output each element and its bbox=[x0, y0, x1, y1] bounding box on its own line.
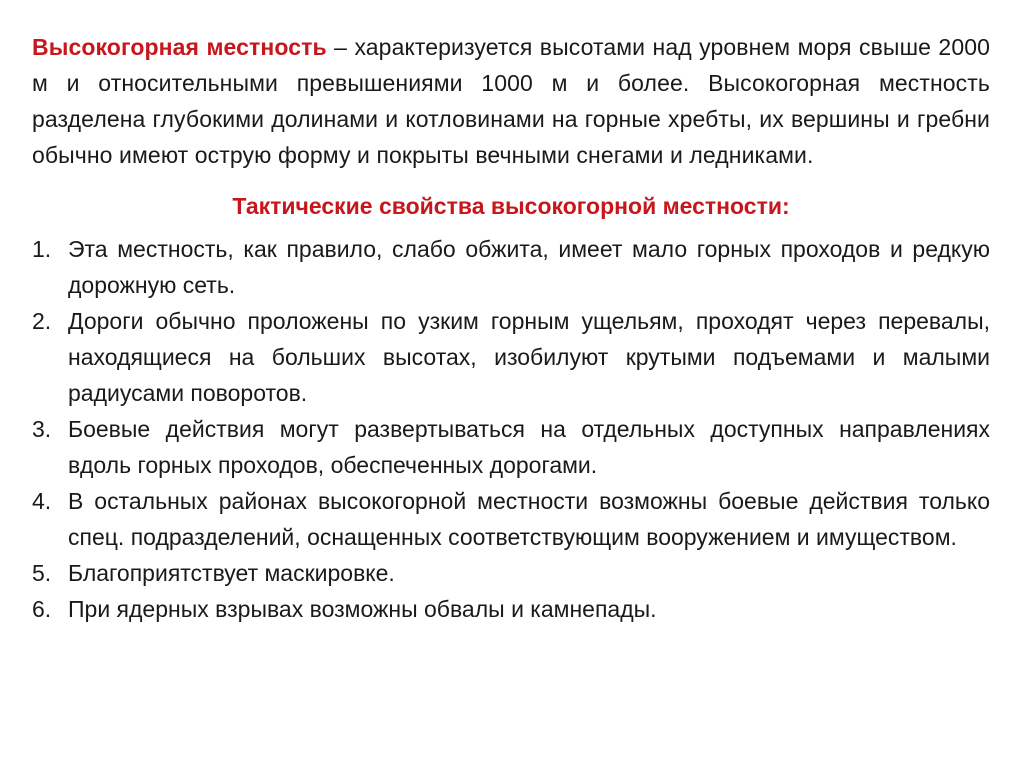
list-item-text: Эта местность, как правило, слабо обжита, имеет мало горных проходов и редкую дорожную сеть. bbox=[68, 236, 990, 298]
list-item-number: 5. bbox=[32, 560, 52, 586]
list-item bbox=[32, 411, 990, 483]
slide-content bbox=[32, 29, 990, 627]
list-item bbox=[32, 555, 990, 591]
list-item-number: 3. bbox=[32, 416, 52, 442]
properties-list bbox=[32, 231, 990, 627]
list-item bbox=[32, 483, 990, 555]
intro-paragraph bbox=[32, 29, 990, 173]
list-item-text: В остальных районах высокогорной местности возможны боевые действия только спец. подразделений, оснащенных соответствующим вооружением и имуществом. bbox=[68, 488, 990, 550]
list-item-number: 1. bbox=[32, 236, 52, 262]
list-item bbox=[32, 591, 990, 627]
list-item bbox=[32, 231, 990, 303]
intro-text: – характеризуется высотами над уровнем моря свыше 2000 м и относительными превышениями 1000 м и более. Высокогорная местность разделена глубокими долинами и котловинами на горные хребты, их вершины и гребни обычно имеют острую форму и покрыты вечными снегами и ледниками. bbox=[32, 34, 990, 168]
list-item-text: Благоприятствует маскировке. bbox=[68, 560, 395, 586]
list-item-number: 2. bbox=[32, 308, 52, 334]
list-item-text: Дороги обычно проложены по узким горным ущельям, проходят через перевалы, находящиеся на больших высотах, изобилуют крутыми подъемами и малыми радиусами поворотов. bbox=[68, 308, 990, 406]
section-heading: Тактические свойства высокогорной местности: bbox=[232, 193, 790, 219]
list-item-number: 4. bbox=[32, 488, 52, 514]
list-item-text: Боевые действия могут развертываться на отдельных доступных направлениях вдоль горных проходов, обеспеченных дорогами. bbox=[68, 416, 990, 478]
list-item-text: При ядерных взрывах возможны обвалы и камнепады. bbox=[68, 596, 657, 622]
intro-term: Высокогорная местность bbox=[32, 34, 327, 60]
list-item-number: 6. bbox=[32, 596, 52, 622]
list-item bbox=[32, 303, 990, 411]
